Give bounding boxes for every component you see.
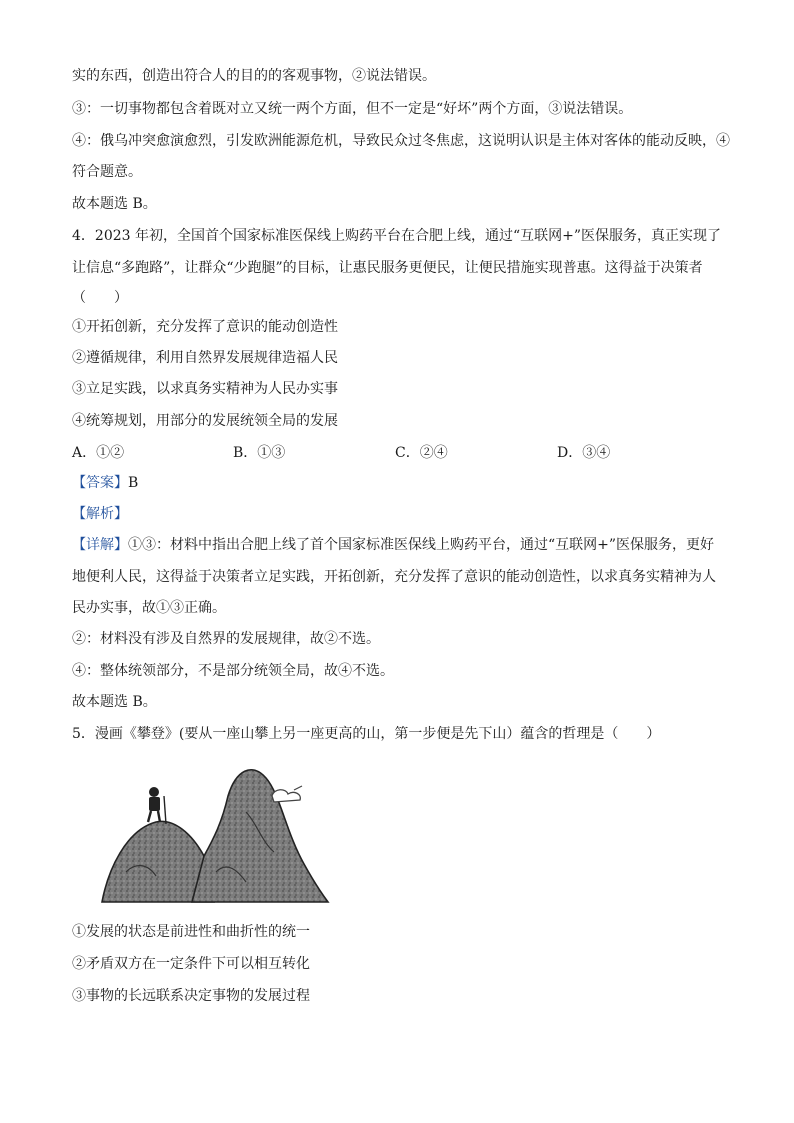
climbing-cartoon-image [96, 752, 336, 910]
answer-line [72, 473, 727, 493]
question-4-stem: 让信息“多跑路”，让群众“少跑腿”的目标，让惠民服务更便民，让便民措施实现普惠。这得益于决策者 [72, 260, 703, 276]
tall-mountain [192, 770, 328, 902]
text-line: 符合题意。 [72, 164, 142, 180]
option-item: ③事物的长远联系决定事物的发展过程 [72, 988, 310, 1004]
text-line: ③：一切事物都包含着既对立又统一两个方面，但不一定是“好坏”两个方面，③说法错误。 [72, 101, 633, 117]
option-item: ②矛盾双方在一定条件下可以相互转化 [72, 956, 310, 972]
option-item: ①开拓创新，充分发挥了意识的能动创造性 [72, 319, 338, 335]
option-item: ②遵循规律，利用自然界发展规律造福人民 [72, 350, 338, 366]
detail-line: ④：整体统领部分，不是部分统领全局，故④不选。 [72, 663, 394, 679]
detail-line: 地便利人民，这得益于决策者立足实践，开拓创新，充分发挥了意识的能动创造性，以求真务实精神为人 [72, 569, 716, 585]
analysis-tag: 【解析】 [72, 506, 128, 522]
option-item: ③立足实践，以求真务实精神为人民办实事 [72, 381, 338, 397]
detail-line [72, 535, 727, 555]
answer-value: B [128, 475, 139, 491]
detail-text: ①③：材料中指出合肥上线了首个国家标准医保线上购药平台，通过“互联网+”医保服务，更好 [128, 537, 715, 553]
choice-d: D．③④ [557, 445, 611, 461]
option-item: ④统筹规划，用部分的发展统领全局的发展 [72, 413, 338, 429]
detail-tag: 【详解】 [72, 537, 128, 553]
choice-c: C．②④ [395, 445, 448, 461]
detail-line: ②：材料没有涉及自然界的发展规律，故②不选。 [72, 631, 380, 647]
question-4-stem: 4．2023 年初，全国首个国家标准医保线上购药平台在合肥上线，通过“互联网+”医保服务，真正实现了 [72, 228, 722, 244]
cloud [272, 790, 300, 802]
analysis-line [72, 504, 727, 524]
question-5-stem: 5．漫画《攀登》(要从一座山攀上另一座更高的山，第一步便是先下山）蕴含的哲理是（ ） [72, 726, 661, 742]
text-line: 故本题选 B。 [72, 196, 157, 212]
detail-line: 民办实事，故①③正确。 [72, 600, 226, 616]
choice-a: A．①② [72, 445, 125, 461]
choice-b: B．①③ [233, 445, 286, 461]
detail-line: 故本题选 B。 [72, 694, 157, 710]
answer-blank: （ ） [72, 290, 128, 306]
climber-figure [148, 787, 166, 824]
option-item: ①发展的状态是前进性和曲折性的统一 [72, 924, 310, 940]
text-line: 实的东西，创造出符合人的目的的客观事物，②说法错误。 [72, 68, 436, 84]
text-line: ④：俄乌冲突愈演愈烈，引发欧洲能源危机，导致民众过冬焦虑，这说明认识是主体对客体的能动反映，④ [72, 133, 730, 149]
answer-tag: 【答案】 [72, 475, 128, 491]
